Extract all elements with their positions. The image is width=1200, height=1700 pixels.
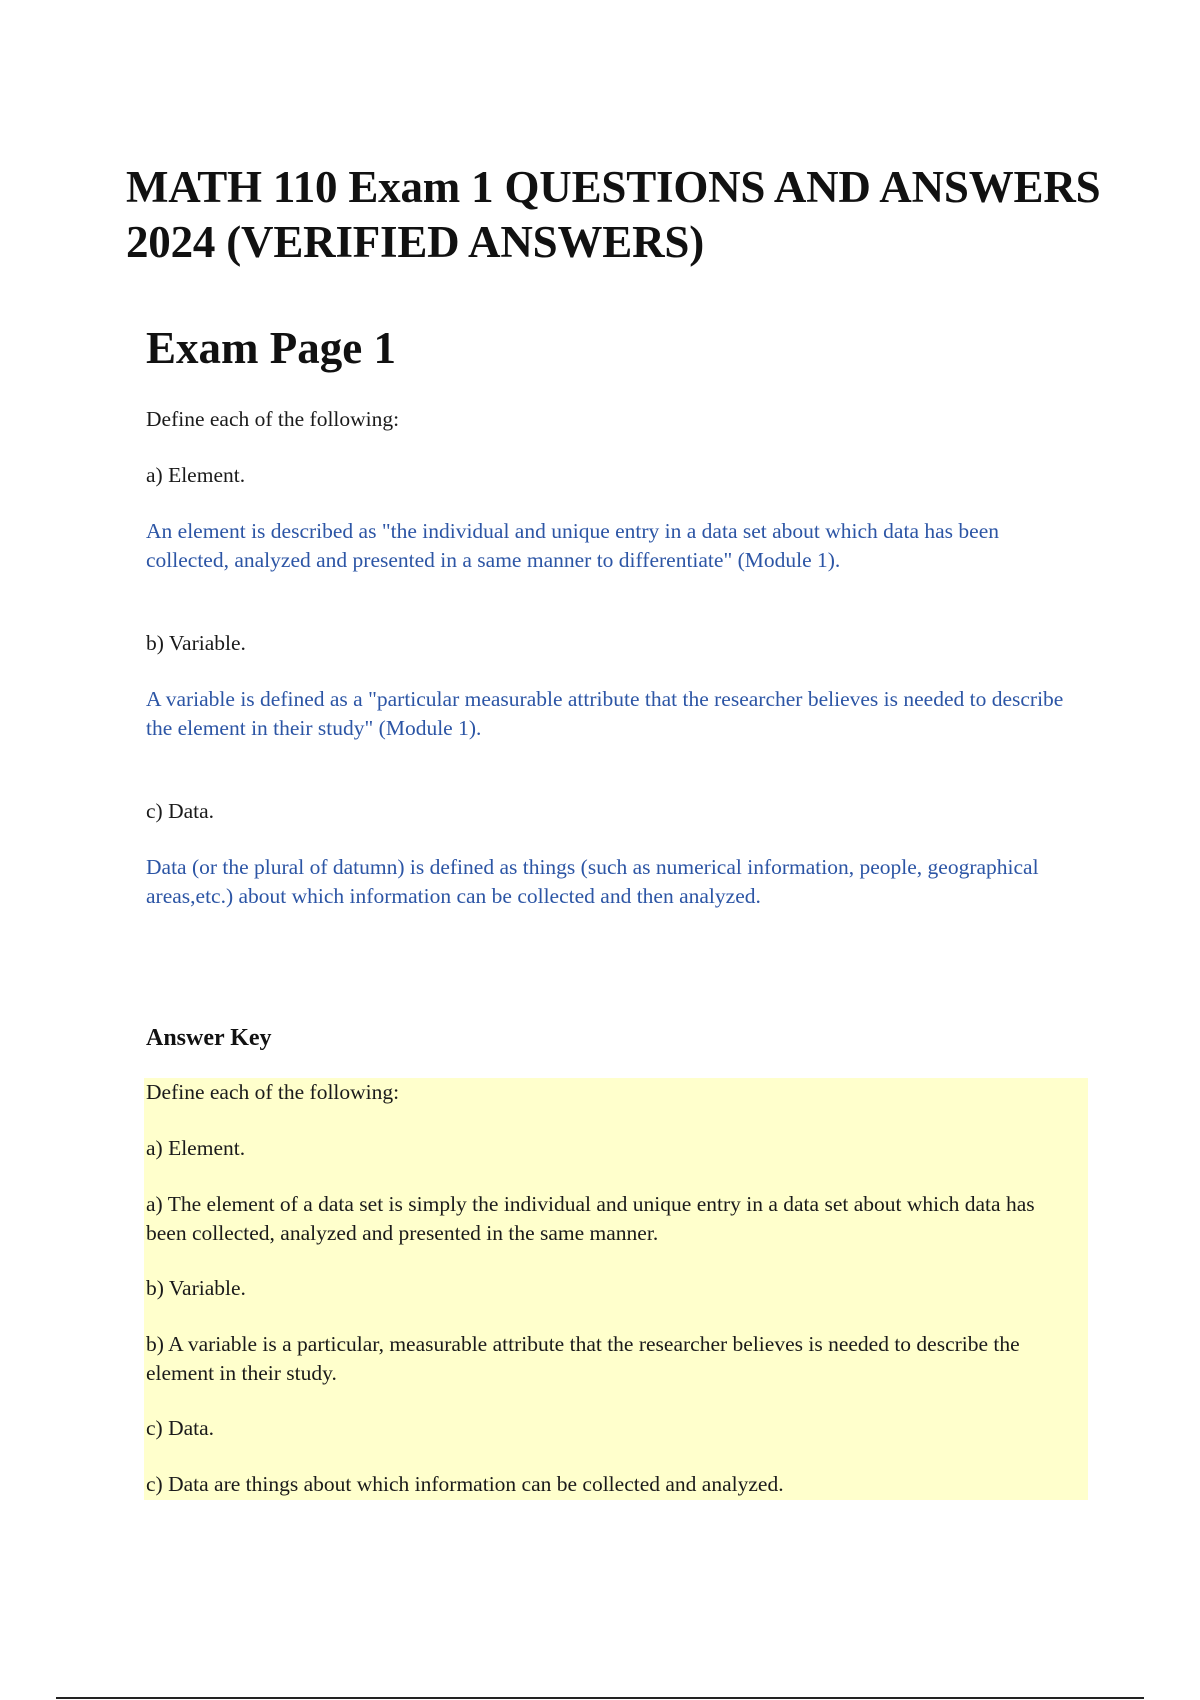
- answer-key-prompt: Define each of the following:: [146, 1080, 400, 1104]
- document-title-line-2: 2024 (VERIFIED ANSWERS): [126, 217, 704, 267]
- page-bottom-rule: [56, 1697, 1144, 1699]
- answer-key-label-data: c) Data.: [146, 1416, 215, 1440]
- answer-key-label-variable: b) Variable.: [146, 1276, 246, 1300]
- answer-key-answer-element: a) The element of a data set is simply the individual and unique entry in a data set about which data has been collected, analyzed and presented in the same manner.: [146, 1192, 1035, 1245]
- question-label-data: c) Data.: [146, 799, 215, 823]
- question-label-element: a) Element.: [146, 463, 246, 487]
- answer-key-heading: Answer Key: [146, 1025, 272, 1051]
- student-answer-element: An element is described as "the individual and unique entry in a data set about which data has been collected, analyzed and presented in a same manner to differentiate" (Module 1).: [146, 519, 999, 572]
- question-label-variable: b) Variable.: [146, 631, 246, 655]
- exam-prompt: Define each of the following:: [146, 407, 400, 431]
- document-title: [126, 160, 1200, 270]
- student-answer-data: Data (or the plural of datumn) is defined as things (such as numerical information, people, geographical areas,etc.) about which information can be collected and then analyzed.: [146, 855, 1039, 908]
- answer-key-answer-variable: b) A variable is a particular, measurable attribute that the researcher believes is needed to describe the element in their study.: [146, 1332, 1020, 1385]
- exam-page-heading: Exam Page 1: [146, 323, 396, 373]
- document-title-line-1: MATH 110 Exam 1 QUESTIONS AND ANSWERS: [126, 162, 1101, 212]
- answer-key-label-element: a) Element.: [146, 1136, 246, 1160]
- student-answer-variable: A variable is defined as a "particular measurable attribute that the researcher believes is needed to describe the element in their study" (Module 1).: [146, 687, 1064, 740]
- answer-key-answer-data: c) Data are things about which information can be collected and analyzed.: [146, 1472, 784, 1496]
